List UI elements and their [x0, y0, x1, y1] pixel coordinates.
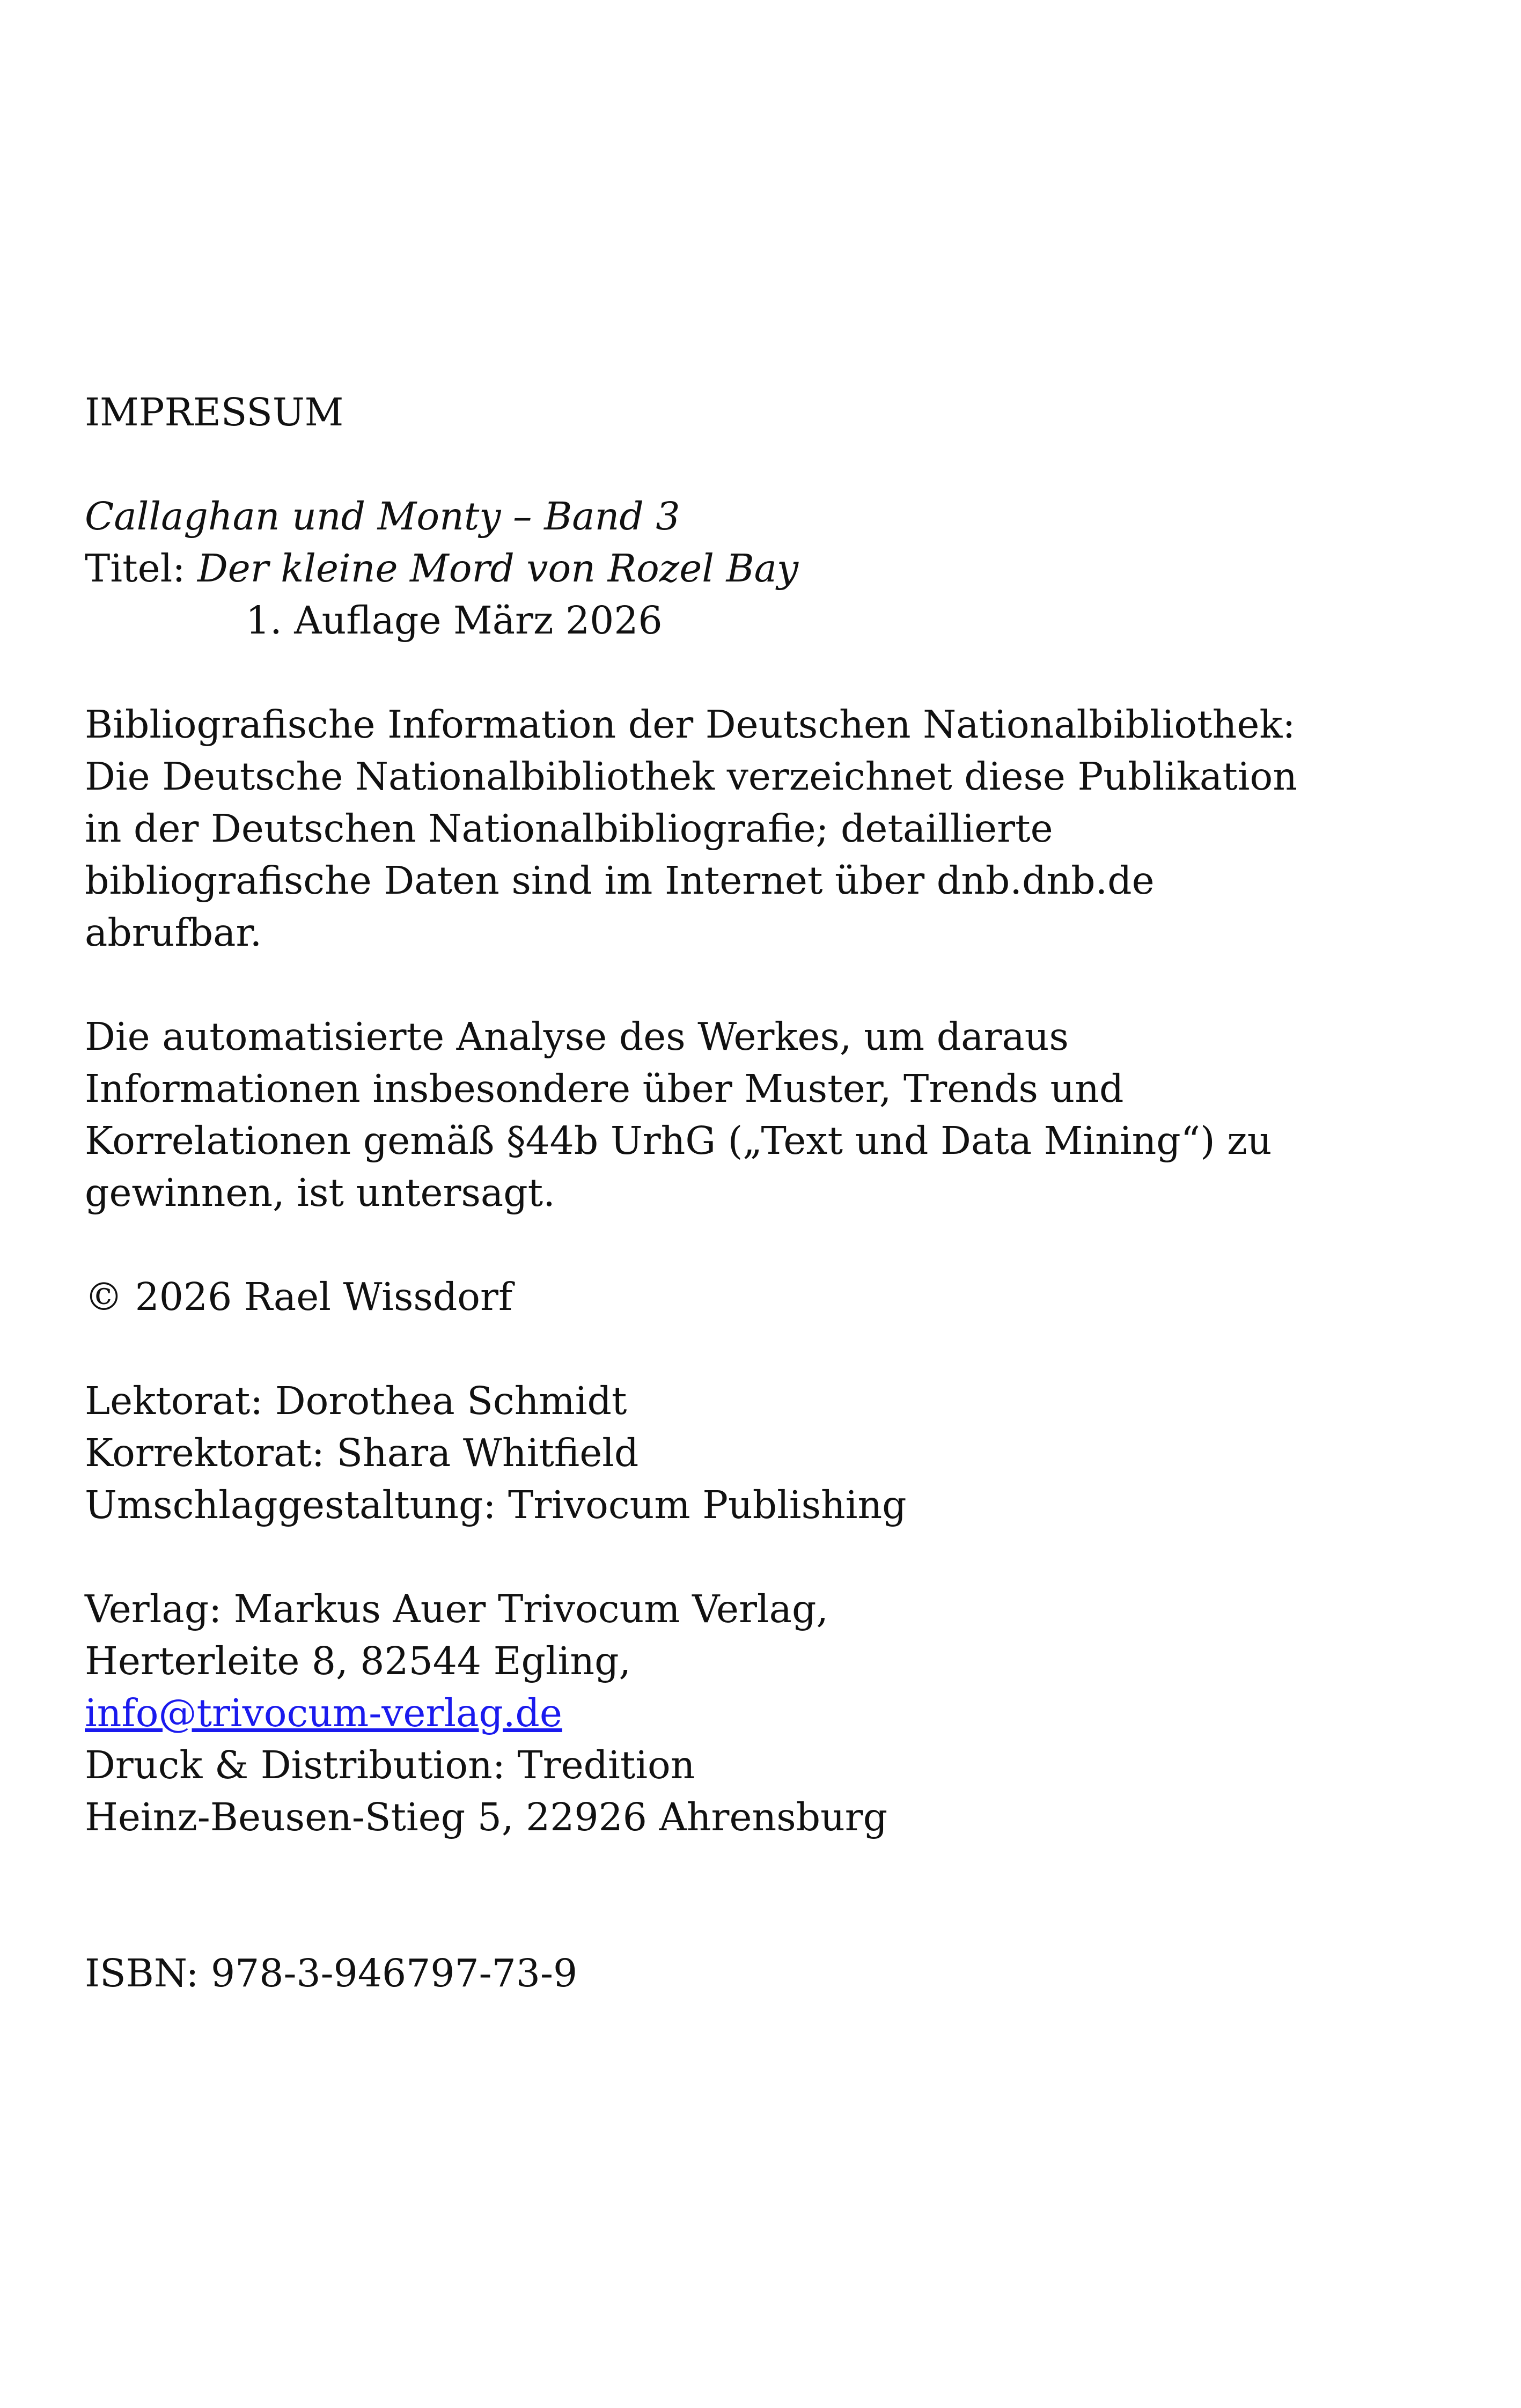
- tdm-notice-line: Die automatisierte Analyse des Werkes, um daraus: [85, 1014, 1069, 1059]
- credit-editor: Lektorat: Dorothea Schmidt: [85, 1379, 627, 1423]
- spacer: [85, 1323, 1426, 1375]
- spacer: [85, 438, 1426, 490]
- bibliographic-line: in der Deutschen Nationalbibliografie; detaillierte: [85, 806, 1053, 851]
- credit-proofreader: Korrektorat: Shara Whitfield: [85, 1431, 639, 1475]
- title-line: [85, 542, 1426, 594]
- spacer: [85, 646, 1426, 698]
- spacer: [85, 1219, 1426, 1271]
- bibliographic-line: Bibliografische Information der Deutschen Nationalbibliothek:: [85, 702, 1296, 747]
- series-line: [85, 490, 1426, 542]
- isbn-line: ISBN: 978-3-946797-73-9: [85, 1951, 578, 1995]
- impressum-page: [85, 386, 1426, 1999]
- impressum-heading: IMPRESSUM: [85, 390, 344, 435]
- bibliographic-line: bibliografische Daten sind im Internet über dnb.dnb.de: [85, 858, 1155, 903]
- title-label: Titel:: [85, 546, 197, 591]
- print-distribution: Druck & Distribution: Tredition: [85, 1743, 695, 1787]
- copyright-line: © 2026 Rael Wissdorf: [85, 1275, 513, 1319]
- publisher-email-link[interactable]: info@trivocum-verlag.de: [85, 1691, 562, 1735]
- publisher-name: Verlag: Markus Auer Trivocum Verlag,: [85, 1587, 828, 1631]
- bibliographic-line: Die Deutsche Nationalbibliothek verzeichnet diese Publikation: [85, 754, 1297, 799]
- book-title: Der kleine Mord von Rozel Bay: [197, 546, 799, 591]
- spacer: [85, 1531, 1426, 1583]
- tdm-notice-line: Informationen insbesondere über Muster, Trends und: [85, 1066, 1124, 1111]
- publisher-email-line: [85, 1687, 1426, 1739]
- distribution-address: Heinz-Beusen-Stieg 5, 22926 Ahrensburg: [85, 1795, 888, 1839]
- edition-line: 1. Auflage März 2026: [246, 598, 663, 643]
- bibliographic-line: abrufbar.: [85, 910, 262, 955]
- credit-cover-design: Umschlaggestaltung: Trivocum Publishing: [85, 1483, 907, 1527]
- tdm-notice-line: gewinnen, ist untersagt.: [85, 1170, 555, 1215]
- tdm-notice-line: Korrelationen gemäß §44b UrhG („Text und Data Mining“) zu: [85, 1118, 1272, 1163]
- series-title: Callaghan und Monty – Band 3: [85, 494, 680, 539]
- spacer: [85, 959, 1426, 1011]
- spacer: [85, 1843, 1426, 1947]
- publisher-address: Herterleite 8, 82544 Egling,: [85, 1639, 631, 1683]
